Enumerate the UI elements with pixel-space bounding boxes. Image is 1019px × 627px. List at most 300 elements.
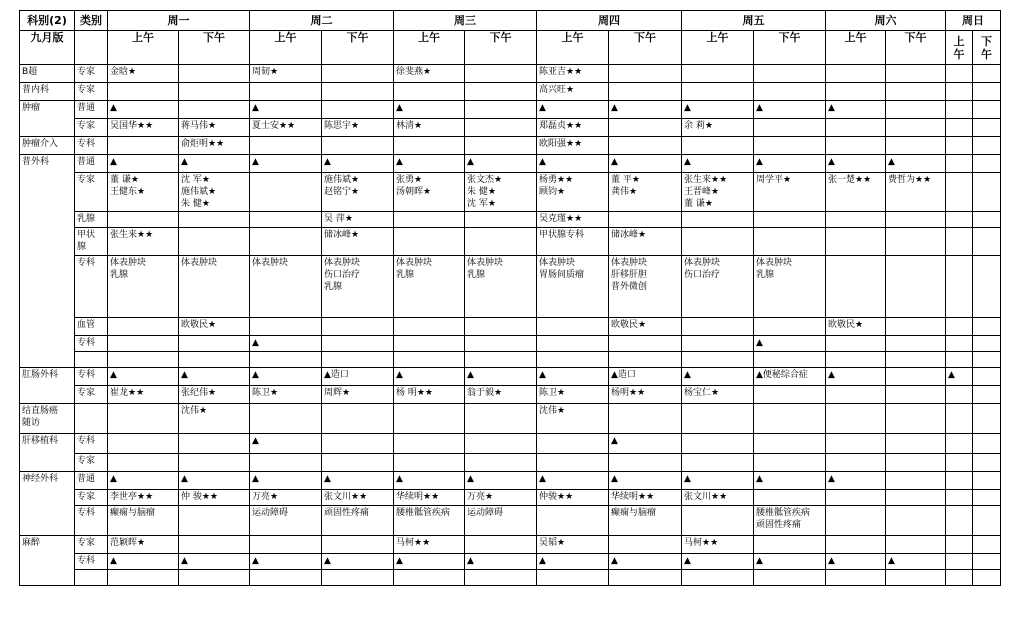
schedule-cell	[322, 352, 394, 368]
schedule-cell	[250, 173, 322, 212]
category-cell	[75, 352, 108, 368]
schedule-cell: 体表肿块 肝移肝胆 普外微创	[609, 256, 682, 318]
day-header-mon: 周一	[108, 11, 250, 31]
schedule-cell	[973, 472, 1001, 490]
schedule-cell: 蒋马伟★	[179, 119, 250, 137]
schedule-cell: 陈亚吉★★	[537, 65, 609, 83]
schedule-cell: ▲	[609, 434, 682, 454]
schedule-cell	[537, 454, 609, 472]
category-cell: 甲状 腺	[75, 228, 108, 256]
schedule-cell	[754, 352, 826, 368]
schedule-cell: 范颖晖★	[108, 536, 179, 554]
schedule-cell	[886, 434, 946, 454]
schedule-cell	[886, 536, 946, 554]
schedule-cell	[465, 65, 537, 83]
category-cell: 乳腺	[75, 212, 108, 228]
wed-am-header: 上午	[394, 31, 465, 65]
department-cell: 普外科	[20, 155, 75, 368]
category-cell: 专科	[75, 137, 108, 155]
schedule-cell	[826, 404, 886, 434]
table-row	[20, 228, 1001, 256]
schedule-cell	[886, 454, 946, 472]
schedule-cell: 俞炬明★★	[179, 137, 250, 155]
schedule-cell	[394, 434, 465, 454]
schedule-cell: 运动障碍	[465, 506, 537, 536]
table-row	[20, 212, 1001, 228]
schedule-cell: ▲	[322, 155, 394, 173]
schedule-cell	[609, 570, 682, 586]
schedule-cell	[465, 83, 537, 101]
schedule-cell: ▲	[537, 155, 609, 173]
department-cell: 肿瘤介入	[20, 137, 75, 155]
schedule-cell: ▲	[609, 554, 682, 570]
schedule-cell: 夏士安★★	[250, 119, 322, 137]
schedule-cell: 周韧★	[250, 65, 322, 83]
schedule-cell: ▲造口	[322, 368, 394, 386]
schedule-cell: 陈卫★	[250, 386, 322, 404]
schedule-cell: 体表肿块 乳腺	[465, 256, 537, 318]
schedule-cell	[754, 490, 826, 506]
schedule-cell	[108, 137, 179, 155]
schedule-cell	[682, 404, 754, 434]
schedule-cell: ▲	[826, 554, 886, 570]
schedule-cell	[826, 228, 886, 256]
schedule-cell	[394, 137, 465, 155]
schedule-cell: 吴克瑾★★	[537, 212, 609, 228]
schedule-cell	[394, 83, 465, 101]
category-cell: 普通	[75, 101, 108, 119]
table-row	[20, 404, 1001, 434]
wed-pm-header: 下午	[465, 31, 537, 65]
department-cell: 麻醉	[20, 536, 75, 586]
schedule-cell	[465, 536, 537, 554]
table-row	[20, 137, 1001, 155]
schedule-cell	[946, 256, 973, 318]
schedule-cell: 体表肿块 伤口治疗 乳腺	[322, 256, 394, 318]
schedule-cell	[682, 352, 754, 368]
schedule-cell: ▲造口	[609, 368, 682, 386]
schedule-cell	[886, 228, 946, 256]
category-cell	[75, 404, 108, 434]
schedule-cell	[973, 101, 1001, 119]
schedule-cell	[179, 434, 250, 454]
schedule-cell: ▲	[886, 554, 946, 570]
schedule-cell: ▲	[682, 472, 754, 490]
schedule-cell	[250, 212, 322, 228]
department-cell: 肛肠外科	[20, 368, 75, 404]
schedule-cell	[179, 65, 250, 83]
schedule-cell	[754, 386, 826, 404]
schedule-cell	[754, 570, 826, 586]
schedule-cell: 陈思宇★	[322, 119, 394, 137]
schedule-cell	[886, 570, 946, 586]
schedule-cell	[826, 434, 886, 454]
schedule-cell	[250, 83, 322, 101]
schedule-cell	[179, 536, 250, 554]
schedule-cell	[108, 212, 179, 228]
schedule-cell: ▲	[537, 472, 609, 490]
schedule-cell	[754, 318, 826, 336]
table-row	[20, 554, 1001, 570]
table-row	[20, 173, 1001, 212]
schedule-cell	[250, 570, 322, 586]
schedule-cell	[465, 137, 537, 155]
schedule-cell: 储冰峰★	[609, 228, 682, 256]
sun-am-header: 上 午	[946, 31, 973, 65]
schedule-cell	[465, 212, 537, 228]
category-header: 类别	[75, 11, 108, 31]
schedule-cell	[826, 352, 886, 368]
schedule-cell	[322, 570, 394, 586]
schedule-cell: ▲	[537, 554, 609, 570]
schedule-cell	[465, 228, 537, 256]
schedule-cell	[250, 318, 322, 336]
schedule-cell	[609, 137, 682, 155]
schedule-cell: 体表肿块 胃肠间质瘤	[537, 256, 609, 318]
schedule-cell	[973, 119, 1001, 137]
schedule-cell	[179, 228, 250, 256]
schedule-cell: 周辉★	[322, 386, 394, 404]
schedule-cell	[946, 490, 973, 506]
category-cell: 专家	[75, 536, 108, 554]
category-cell: 专科	[75, 554, 108, 570]
table-row	[20, 472, 1001, 490]
schedule-cell: 高兴旺★	[537, 83, 609, 101]
schedule-cell	[973, 386, 1001, 404]
schedule-cell	[322, 404, 394, 434]
schedule-cell	[886, 318, 946, 336]
category-header-blank	[75, 31, 108, 65]
schedule-cell	[682, 318, 754, 336]
schedule-cell: 周学平★	[754, 173, 826, 212]
schedule-cell: ▲	[250, 155, 322, 173]
schedule-cell	[973, 137, 1001, 155]
schedule-cell	[609, 65, 682, 83]
department-cell: B超	[20, 65, 75, 83]
schedule-cell	[682, 570, 754, 586]
schedule-cell: ▲	[250, 472, 322, 490]
schedule-cell	[946, 101, 973, 119]
schedule-cell	[682, 506, 754, 536]
schedule-cell: ▲	[108, 101, 179, 119]
schedule-cell	[250, 404, 322, 434]
schedule-cell	[609, 83, 682, 101]
category-cell: 专家	[75, 454, 108, 472]
schedule-cell	[826, 119, 886, 137]
schedule-cell	[394, 228, 465, 256]
schedule-cell	[826, 570, 886, 586]
schedule-cell: 张纪伟★	[179, 386, 250, 404]
header-row-halfday	[20, 31, 1001, 65]
schedule-cell: ▲	[394, 155, 465, 173]
schedule-cell: 郑磊贞★★	[537, 119, 609, 137]
category-cell: 专科	[75, 256, 108, 318]
schedule-cell	[826, 256, 886, 318]
schedule-cell	[826, 137, 886, 155]
schedule-cell	[465, 101, 537, 119]
schedule-cell	[754, 536, 826, 554]
schedule-cell: 李世亭★★	[108, 490, 179, 506]
schedule-cell: 癫痫与脑瘤	[108, 506, 179, 536]
schedule-cell	[250, 228, 322, 256]
mon-am-header: 上午	[108, 31, 179, 65]
schedule-cell	[609, 336, 682, 352]
schedule-cell: 体表肿块 乳腺	[754, 256, 826, 318]
fri-am-header: 上午	[682, 31, 754, 65]
schedule-cell: ▲	[946, 368, 973, 386]
schedule-cell: ▲	[609, 101, 682, 119]
schedule-cell: ▲	[465, 472, 537, 490]
table-row	[20, 155, 1001, 173]
schedule-cell: ▲	[394, 101, 465, 119]
schedule-cell	[946, 570, 973, 586]
schedule-cell: ▲	[250, 554, 322, 570]
schedule-cell	[826, 454, 886, 472]
schedule-cell: 马柯★★	[394, 536, 465, 554]
schedule-cell	[609, 404, 682, 434]
schedule-cell	[946, 137, 973, 155]
mon-pm-header: 下午	[179, 31, 250, 65]
schedule-cell: ▲便秘综合症	[754, 368, 826, 386]
schedule-cell	[946, 536, 973, 554]
table-row	[20, 83, 1001, 101]
schedule-cell	[826, 386, 886, 404]
schedule-cell	[250, 137, 322, 155]
schedule-cell	[886, 65, 946, 83]
schedule-cell	[465, 454, 537, 472]
schedule-cell	[973, 336, 1001, 352]
schedule-cell	[973, 228, 1001, 256]
schedule-cell: 储冰峰★	[322, 228, 394, 256]
schedule-cell: 施伟斌★ 赵铭宁★	[322, 173, 394, 212]
schedule-cell: 董 平★ 龚伟★	[609, 173, 682, 212]
schedule-cell	[108, 336, 179, 352]
schedule-cell	[179, 212, 250, 228]
schedule-cell: 陈卫★	[537, 386, 609, 404]
schedule-cell	[322, 83, 394, 101]
schedule-cell: 张文川★★	[682, 490, 754, 506]
schedule-cell	[946, 228, 973, 256]
schedule-cell	[322, 454, 394, 472]
schedule-cell: ▲	[754, 336, 826, 352]
schedule-cell	[394, 454, 465, 472]
schedule-cell: 华续明★★	[394, 490, 465, 506]
category-cell: 专家	[75, 386, 108, 404]
schedule-cell	[537, 352, 609, 368]
schedule-cell	[250, 352, 322, 368]
schedule-cell	[886, 256, 946, 318]
schedule-cell	[465, 570, 537, 586]
schedule-cell: ▲	[179, 472, 250, 490]
schedule-cell	[946, 454, 973, 472]
schedule-cell	[537, 506, 609, 536]
schedule-cell: 吴国华★★	[108, 119, 179, 137]
schedule-cell: ▲	[394, 472, 465, 490]
schedule-cell: ▲	[886, 155, 946, 173]
schedule-cell	[537, 318, 609, 336]
schedule-cell	[465, 318, 537, 336]
schedule-cell	[826, 490, 886, 506]
schedule-cell	[973, 65, 1001, 83]
schedule-cell	[946, 404, 973, 434]
schedule-cell	[973, 454, 1001, 472]
fri-pm-header: 下午	[754, 31, 826, 65]
schedule-cell	[754, 119, 826, 137]
schedule-cell: 腰椎骶管疾病	[394, 506, 465, 536]
day-header-sat: 周六	[826, 11, 946, 31]
schedule-cell: ▲	[465, 368, 537, 386]
table-row	[20, 570, 1001, 586]
schedule-cell	[322, 434, 394, 454]
department-cell: 结直肠癌 随访	[20, 404, 75, 434]
header-row-days	[20, 11, 1001, 31]
schedule-cell	[465, 404, 537, 434]
day-header-thu: 周四	[537, 11, 682, 31]
schedule-cell	[886, 212, 946, 228]
schedule-cell: 腰椎骶管疾病 顽固性疼痛	[754, 506, 826, 536]
schedule-cell: ▲	[609, 472, 682, 490]
schedule-cell	[826, 506, 886, 536]
schedule-cell	[946, 65, 973, 83]
schedule-cell: ▲	[250, 368, 322, 386]
schedule-cell	[682, 434, 754, 454]
schedule-cell: ▲	[108, 554, 179, 570]
schedule-cell	[394, 570, 465, 586]
schedule-cell: 徐斐燕★	[394, 65, 465, 83]
table-row	[20, 368, 1001, 386]
schedule-cell	[946, 352, 973, 368]
table-row	[20, 506, 1001, 536]
schedule-body	[20, 65, 1001, 586]
schedule-cell: 张勇★ 汤朝晖★	[394, 173, 465, 212]
schedule-cell	[946, 386, 973, 404]
schedule-cell	[250, 536, 322, 554]
table-row	[20, 386, 1001, 404]
schedule-cell	[946, 554, 973, 570]
schedule-cell: 癫痫与脑瘤	[609, 506, 682, 536]
table-row	[20, 434, 1001, 454]
schedule-cell	[179, 506, 250, 536]
schedule-cell: ▲	[394, 368, 465, 386]
schedule-cell	[322, 536, 394, 554]
schedule-cell: ▲	[108, 155, 179, 173]
schedule-cell	[946, 318, 973, 336]
schedule-cell	[394, 336, 465, 352]
schedule-cell	[322, 137, 394, 155]
schedule-cell	[886, 386, 946, 404]
schedule-cell: ▲	[537, 101, 609, 119]
schedule-cell: 仲 骏★★	[179, 490, 250, 506]
schedule-cell	[394, 318, 465, 336]
schedule-cell: ▲	[108, 472, 179, 490]
schedule-cell	[108, 454, 179, 472]
schedule-cell: ▲	[754, 155, 826, 173]
schedule-cell: ▲	[682, 101, 754, 119]
schedule-cell: 吴韬★	[537, 536, 609, 554]
category-cell: 普通	[75, 155, 108, 173]
day-header-tue: 周二	[250, 11, 394, 31]
schedule-cell: 欧敬民★	[826, 318, 886, 336]
schedule-cell	[537, 336, 609, 352]
schedule-cell	[826, 212, 886, 228]
schedule-cell: 顽固性疼痛	[322, 506, 394, 536]
schedule-cell: ▲	[465, 554, 537, 570]
schedule-cell: ▲	[537, 368, 609, 386]
schedule-cell: ▲	[394, 554, 465, 570]
day-header-fri: 周五	[682, 11, 826, 31]
schedule-cell: ▲	[250, 434, 322, 454]
schedule-cell	[682, 65, 754, 83]
schedule-cell	[946, 119, 973, 137]
schedule-cell	[886, 101, 946, 119]
corner-bottom: 九月版	[20, 31, 75, 65]
schedule-cell: 沈 军★ 施伟斌★ 朱 健★	[179, 173, 250, 212]
schedule-cell: ▲	[179, 554, 250, 570]
schedule-cell	[886, 83, 946, 101]
schedule-cell: 体表肿块 乳腺	[394, 256, 465, 318]
table-row	[20, 454, 1001, 472]
schedule-cell	[886, 472, 946, 490]
schedule-cell	[179, 336, 250, 352]
schedule-cell: 体表肿块	[179, 256, 250, 318]
department-cell: 肝移植科	[20, 434, 75, 472]
category-cell: 专科	[75, 506, 108, 536]
schedule-cell: 翁于毅★	[465, 386, 537, 404]
schedule-cell: ▲	[108, 368, 179, 386]
schedule-cell	[973, 490, 1001, 506]
schedule-cell: 马柯★★	[682, 536, 754, 554]
category-cell: 专科	[75, 336, 108, 352]
schedule-cell	[973, 155, 1001, 173]
schedule-cell	[682, 83, 754, 101]
department-cell: 肿瘤	[20, 101, 75, 137]
category-cell: 普通	[75, 472, 108, 490]
schedule-cell	[886, 119, 946, 137]
schedule-cell	[973, 536, 1001, 554]
schedule-cell	[609, 119, 682, 137]
schedule-cell: ▲	[250, 336, 322, 352]
schedule-cell	[946, 155, 973, 173]
schedule-cell	[973, 352, 1001, 368]
schedule-cell: 林清★	[394, 119, 465, 137]
schedule-cell: ▲	[322, 472, 394, 490]
schedule-cell	[886, 506, 946, 536]
schedule-cell: ▲	[609, 155, 682, 173]
schedule-cell	[682, 137, 754, 155]
category-cell: 血管	[75, 318, 108, 336]
schedule-cell	[108, 434, 179, 454]
schedule-cell: ▲	[682, 554, 754, 570]
schedule-cell: 吴 萍★	[322, 212, 394, 228]
schedule-cell	[754, 434, 826, 454]
schedule-cell	[322, 101, 394, 119]
schedule-cell	[754, 83, 826, 101]
schedule-cell: 沈伟★	[179, 404, 250, 434]
schedule-cell	[108, 570, 179, 586]
schedule-cell: 体表肿块 乳腺	[108, 256, 179, 318]
sun-pm-header: 下 午	[973, 31, 1001, 65]
schedule-cell	[609, 212, 682, 228]
schedule-cell	[465, 119, 537, 137]
schedule-cell	[179, 352, 250, 368]
table-row	[20, 119, 1001, 137]
schedule-cell	[682, 336, 754, 352]
schedule-cell	[973, 318, 1001, 336]
schedule-cell	[826, 83, 886, 101]
schedule-cell	[394, 404, 465, 434]
schedule-cell	[609, 454, 682, 472]
department-cell: 神经外科	[20, 472, 75, 536]
